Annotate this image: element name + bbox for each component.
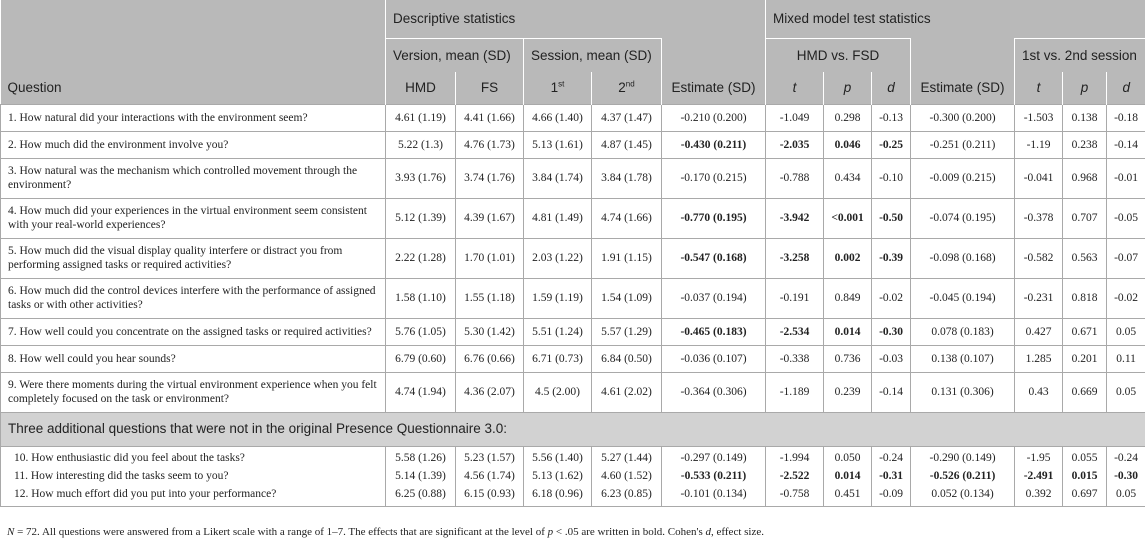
cell-estimate-version-value: -0.430 (0.211) xyxy=(680,138,747,151)
header-version-mean: Version, mean (SD) xyxy=(386,38,524,72)
cell-fs: 5.23 (1.57) xyxy=(456,446,524,467)
cell-t-session: -1.503 xyxy=(1015,104,1063,131)
cell-session-1: 5.13 (1.62) xyxy=(524,467,592,485)
header-t-session: t xyxy=(1015,72,1063,104)
cell-p-session: 0.563 xyxy=(1063,238,1107,278)
cell-estimate-version-value: -0.547 (0.168) xyxy=(680,252,747,264)
cell-estimate-session: 0.138 (0.107) xyxy=(911,345,1015,372)
cell-t-session: -0.378 xyxy=(1015,198,1063,238)
table-row xyxy=(1,345,1145,372)
cell-t-session: -1.19 xyxy=(1015,131,1063,158)
cell-hmd: 5.76 (1.05) xyxy=(386,318,456,345)
header-estimate-version: Estimate (SD) xyxy=(662,72,766,104)
cell-d-version: -0.03 xyxy=(872,345,911,372)
table-row xyxy=(1,372,1145,412)
cell-d-version-value: -0.50 xyxy=(879,212,904,224)
header-gap-2 xyxy=(911,38,1015,72)
cell-session-1: 3.84 (1.74) xyxy=(524,158,592,198)
cell-p-version xyxy=(824,198,872,238)
cell-t-session: -0.582 xyxy=(1015,238,1063,278)
cell-t-session: 0.427 xyxy=(1015,318,1063,345)
section-row xyxy=(1,412,1145,446)
cell-session-1: 4.81 (1.49) xyxy=(524,198,592,238)
cell-session-2: 5.57 (1.29) xyxy=(592,318,662,345)
cell-hmd: 4.61 (1.19) xyxy=(386,104,456,131)
cell-p-version: 0.451 xyxy=(824,485,872,506)
cell-estimate-session xyxy=(911,467,1015,485)
cell-hmd: 5.22 (1.3) xyxy=(386,131,456,158)
table-row xyxy=(1,446,1145,467)
cell-estimate-version: -0.210 (0.200) xyxy=(662,104,766,131)
cell-d-session: 0.05 xyxy=(1107,485,1145,506)
cell-d-version xyxy=(872,238,911,278)
header-p-version: p xyxy=(824,72,872,104)
cell-d-session: 0.05 xyxy=(1107,372,1145,412)
cell-d-version: -0.24 xyxy=(872,446,911,467)
cell-estimate-version xyxy=(662,318,766,345)
cell-estimate-session-value: -0.526 (0.211) xyxy=(929,470,996,482)
cell-d-session-value: -0.30 xyxy=(1114,470,1139,482)
cell-t-session: 0.43 xyxy=(1015,372,1063,412)
cell-d-version xyxy=(872,131,911,158)
cell-p-version-value: 0.014 xyxy=(834,470,861,482)
cell-p-session-value: 0.015 xyxy=(1071,470,1098,482)
table-body xyxy=(1,104,1145,506)
cell-p-session: 0.201 xyxy=(1063,345,1107,372)
cell-estimate-version-value: -0.533 (0.211) xyxy=(680,470,747,482)
cell-p-session: 0.669 xyxy=(1063,372,1107,412)
header-session-2: 2nd xyxy=(592,72,662,104)
cell-estimate-version: -0.101 (0.134) xyxy=(662,485,766,506)
question-text: 7. How well could you concentrate on the assigned tasks or required activities? xyxy=(1,318,386,345)
cell-hmd: 4.74 (1.94) xyxy=(386,372,456,412)
cell-p-version xyxy=(824,467,872,485)
cell-p-session: 0.138 xyxy=(1063,104,1107,131)
cell-d-version: -0.14 xyxy=(872,372,911,412)
cell-d-version xyxy=(872,467,911,485)
header-blank-2 xyxy=(1,38,386,72)
cell-d-version xyxy=(872,318,911,345)
cell-p-session: 0.968 xyxy=(1063,158,1107,198)
cell-session-1: 6.71 (0.73) xyxy=(524,345,592,372)
section-title: Three additional questions that were not in the original Presence Questionnaire 3.0: xyxy=(1,412,1145,446)
cell-estimate-version-value: -0.770 (0.195) xyxy=(680,212,747,224)
question-text: 8. How well could you hear sounds? xyxy=(1,345,386,372)
table-row xyxy=(1,238,1145,278)
cell-hmd: 5.58 (1.26) xyxy=(386,446,456,467)
cell-t-version: -1.189 xyxy=(766,372,824,412)
cell-hmd: 5.14 (1.39) xyxy=(386,467,456,485)
cell-d-version-value: -0.25 xyxy=(879,138,904,151)
cell-d-session xyxy=(1107,467,1145,485)
cell-session-2: 4.74 (1.66) xyxy=(592,198,662,238)
cell-session-1: 6.18 (0.96) xyxy=(524,485,592,506)
cell-estimate-version: -0.170 (0.215) xyxy=(662,158,766,198)
cell-t-session: 0.392 xyxy=(1015,485,1063,506)
cell-t-version xyxy=(766,198,824,238)
cell-estimate-version xyxy=(662,467,766,485)
question-text: 12. How much effort did you put into your performance? xyxy=(1,485,386,506)
cell-estimate-session: -0.251 (0.211) xyxy=(911,131,1015,158)
cell-fs: 3.74 (1.76) xyxy=(456,158,524,198)
cell-session-1: 5.56 (1.40) xyxy=(524,446,592,467)
cell-session-2: 5.27 (1.44) xyxy=(592,446,662,467)
cell-session-1: 2.03 (1.22) xyxy=(524,238,592,278)
cell-session-1: 1.59 (1.19) xyxy=(524,278,592,318)
header-session-1: 1st xyxy=(524,72,592,104)
header-descriptive: Descriptive statistics xyxy=(386,0,766,38)
cell-t-version xyxy=(766,318,824,345)
cell-p-version xyxy=(824,238,872,278)
cell-t-version-value: -2.522 xyxy=(779,470,810,482)
cell-d-session: -0.01 xyxy=(1107,158,1145,198)
question-text: 1. How natural did your interactions with the environment seem? xyxy=(1,104,386,131)
cell-estimate-session: -0.045 (0.194) xyxy=(911,278,1015,318)
header-mixed-model: Mixed model test statistics xyxy=(766,0,1145,38)
header-session-compare: 1st vs. 2nd session xyxy=(1015,38,1145,72)
cell-t-version xyxy=(766,467,824,485)
table-row xyxy=(1,318,1145,345)
cell-p-version: 0.434 xyxy=(824,158,872,198)
cell-estimate-version xyxy=(662,131,766,158)
cell-session-2: 4.37 (1.47) xyxy=(592,104,662,131)
cell-t-version: -0.338 xyxy=(766,345,824,372)
cell-t-version: -1.994 xyxy=(766,446,824,467)
cell-fs: 4.41 (1.66) xyxy=(456,104,524,131)
cell-t-version xyxy=(766,238,824,278)
table-row xyxy=(1,131,1145,158)
cell-d-session: 0.11 xyxy=(1107,345,1145,372)
header-p-session: p xyxy=(1063,72,1107,104)
question-text: 11. How interesting did the tasks seem to you? xyxy=(1,467,386,485)
cell-t-version: -0.788 xyxy=(766,158,824,198)
cell-d-session: -0.02 xyxy=(1107,278,1145,318)
cell-p-version-value: <0.001 xyxy=(831,212,864,224)
cell-d-version: -0.09 xyxy=(872,485,911,506)
table-row xyxy=(1,278,1145,318)
cell-t-version xyxy=(766,131,824,158)
cell-hmd: 6.79 (0.60) xyxy=(386,345,456,372)
cell-hmd: 5.12 (1.39) xyxy=(386,198,456,238)
cell-session-2: 1.91 (1.15) xyxy=(592,238,662,278)
cell-d-version-value: -0.31 xyxy=(879,470,904,482)
cell-hmd: 1.58 (1.10) xyxy=(386,278,456,318)
cell-p-version: 0.298 xyxy=(824,104,872,131)
table-row xyxy=(1,104,1145,131)
cell-estimate-session: -0.098 (0.168) xyxy=(911,238,1015,278)
cell-d-session: -0.05 xyxy=(1107,198,1145,238)
cell-t-session-value: -2.491 xyxy=(1023,470,1054,482)
cell-t-version-value: -2.534 xyxy=(779,325,810,338)
header-gap xyxy=(662,38,766,72)
cell-fs: 4.36 (2.07) xyxy=(456,372,524,412)
table-row xyxy=(1,485,1145,506)
cell-fs: 1.70 (1.01) xyxy=(456,238,524,278)
header-d-version: d xyxy=(872,72,911,104)
cell-p-session: 0.055 xyxy=(1063,446,1107,467)
cell-p-version-value: 0.014 xyxy=(834,325,861,338)
cell-hmd: 3.93 (1.76) xyxy=(386,158,456,198)
cell-fs: 4.39 (1.67) xyxy=(456,198,524,238)
table-row xyxy=(1,198,1145,238)
cell-p-version xyxy=(824,131,872,158)
cell-fs: 5.30 (1.42) xyxy=(456,318,524,345)
cell-p-session: 0.671 xyxy=(1063,318,1107,345)
cell-session-2: 4.60 (1.52) xyxy=(592,467,662,485)
cell-estimate-session: 0.078 (0.183) xyxy=(911,318,1015,345)
table-row xyxy=(1,158,1145,198)
cell-t-session xyxy=(1015,467,1063,485)
cell-estimate-version: -0.364 (0.306) xyxy=(662,372,766,412)
cell-d-version: -0.02 xyxy=(872,278,911,318)
cell-fs: 1.55 (1.18) xyxy=(456,278,524,318)
cell-d-version-value: -0.39 xyxy=(879,252,904,264)
cell-session-1: 5.13 (1.61) xyxy=(524,131,592,158)
header-d-session: d xyxy=(1107,72,1145,104)
cell-session-2: 4.61 (2.02) xyxy=(592,372,662,412)
cell-p-session: 0.238 xyxy=(1063,131,1107,158)
cell-p-version xyxy=(824,318,872,345)
cell-estimate-session: -0.300 (0.200) xyxy=(911,104,1015,131)
cell-estimate-version xyxy=(662,238,766,278)
cell-t-version-value: -3.258 xyxy=(779,252,810,264)
question-text: 10. How enthusiastic did you feel about the tasks? xyxy=(1,446,386,467)
cell-t-session: -1.95 xyxy=(1015,446,1063,467)
cell-estimate-session: -0.009 (0.215) xyxy=(911,158,1015,198)
cell-estimate-version: -0.297 (0.149) xyxy=(662,446,766,467)
cell-estimate-version xyxy=(662,198,766,238)
question-text: 9. Were there moments during the virtual environment experience when you felt completely focused on the task or environment? xyxy=(1,372,386,412)
cell-d-session: -0.07 xyxy=(1107,238,1145,278)
cell-p-session xyxy=(1063,467,1107,485)
cell-p-session: 0.707 xyxy=(1063,198,1107,238)
question-text: 6. How much did the control devices interfere with the performance of assigned tasks or with other activities? xyxy=(1,278,386,318)
cell-p-version: 0.239 xyxy=(824,372,872,412)
cell-t-session: 1.285 xyxy=(1015,345,1063,372)
cell-estimate-version-value: -0.465 (0.183) xyxy=(680,325,747,338)
cell-t-session: -0.041 xyxy=(1015,158,1063,198)
cell-fs: 6.15 (0.93) xyxy=(456,485,524,506)
cell-estimate-version: -0.037 (0.194) xyxy=(662,278,766,318)
cell-t-version-value: -3.942 xyxy=(779,212,810,224)
cell-p-version-value: 0.046 xyxy=(834,138,861,151)
cell-estimate-session: -0.074 (0.195) xyxy=(911,198,1015,238)
cell-d-version: -0.13 xyxy=(872,104,911,131)
cell-t-version-value: -2.035 xyxy=(779,138,810,151)
cell-session-1: 4.5 (2.00) xyxy=(524,372,592,412)
cell-t-version: -0.758 xyxy=(766,485,824,506)
header-fs: FS xyxy=(456,72,524,104)
header-question: Question xyxy=(1,72,386,104)
question-text: 4. How much did your experiences in the virtual environment seem consistent with your real-world experiences? xyxy=(1,198,386,238)
cell-d-version xyxy=(872,198,911,238)
cell-d-session: 0.05 xyxy=(1107,318,1145,345)
cell-session-1: 5.51 (1.24) xyxy=(524,318,592,345)
cell-hmd: 2.22 (1.28) xyxy=(386,238,456,278)
cell-p-session: 0.697 xyxy=(1063,485,1107,506)
question-text: 2. How much did the environment involve you? xyxy=(1,131,386,158)
cell-d-version: -0.10 xyxy=(872,158,911,198)
cell-session-2: 4.87 (1.45) xyxy=(592,131,662,158)
cell-t-version: -0.191 xyxy=(766,278,824,318)
header-blank xyxy=(1,0,386,38)
cell-session-2: 3.84 (1.78) xyxy=(592,158,662,198)
cell-fs: 4.76 (1.73) xyxy=(456,131,524,158)
header-session-mean: Session, mean (SD) xyxy=(524,38,662,72)
cell-session-2: 6.23 (0.85) xyxy=(592,485,662,506)
cell-estimate-session: -0.290 (0.149) xyxy=(911,446,1015,467)
cell-d-session: -0.18 xyxy=(1107,104,1145,131)
table-footnote: N = 72. All questions were answered from a Likert scale with a range of 1–7. The effects that are significant at the level of p < .05 are written in bold. Cohen's d, effect size. xyxy=(7,526,764,538)
question-text: 3. How natural was the mechanism which controlled movement through the environment? xyxy=(1,158,386,198)
cell-fs: 6.76 (0.66) xyxy=(456,345,524,372)
cell-p-session: 0.818 xyxy=(1063,278,1107,318)
table-row xyxy=(1,467,1145,485)
cell-t-session: -0.231 xyxy=(1015,278,1063,318)
cell-session-1: 4.66 (1.40) xyxy=(524,104,592,131)
cell-estimate-session: 0.131 (0.306) xyxy=(911,372,1015,412)
cell-d-session: -0.14 xyxy=(1107,131,1145,158)
header-estimate-session: Estimate (SD) xyxy=(911,72,1015,104)
cell-session-2: 6.84 (0.50) xyxy=(592,345,662,372)
question-text: 5. How much did the visual display quality interfere or distract you from performing assigned tasks or required activities? xyxy=(1,238,386,278)
cell-p-version: 0.849 xyxy=(824,278,872,318)
header-t-version: t xyxy=(766,72,824,104)
cell-fs: 4.56 (1.74) xyxy=(456,467,524,485)
cell-d-session: -0.24 xyxy=(1107,446,1145,467)
cell-session-2: 1.54 (1.09) xyxy=(592,278,662,318)
cell-d-version-value: -0.30 xyxy=(879,325,904,338)
cell-estimate-version: -0.036 (0.107) xyxy=(662,345,766,372)
cell-estimate-session: 0.052 (0.134) xyxy=(911,485,1015,506)
cell-p-version-value: 0.002 xyxy=(834,252,861,264)
header-hmd: HMD xyxy=(386,72,456,104)
cell-p-version: 0.736 xyxy=(824,345,872,372)
cell-hmd: 6.25 (0.88) xyxy=(386,485,456,506)
cell-t-version: -1.049 xyxy=(766,104,824,131)
cell-p-version: 0.050 xyxy=(824,446,872,467)
header-hmd-vs-fsd: HMD vs. FSD xyxy=(766,38,911,72)
